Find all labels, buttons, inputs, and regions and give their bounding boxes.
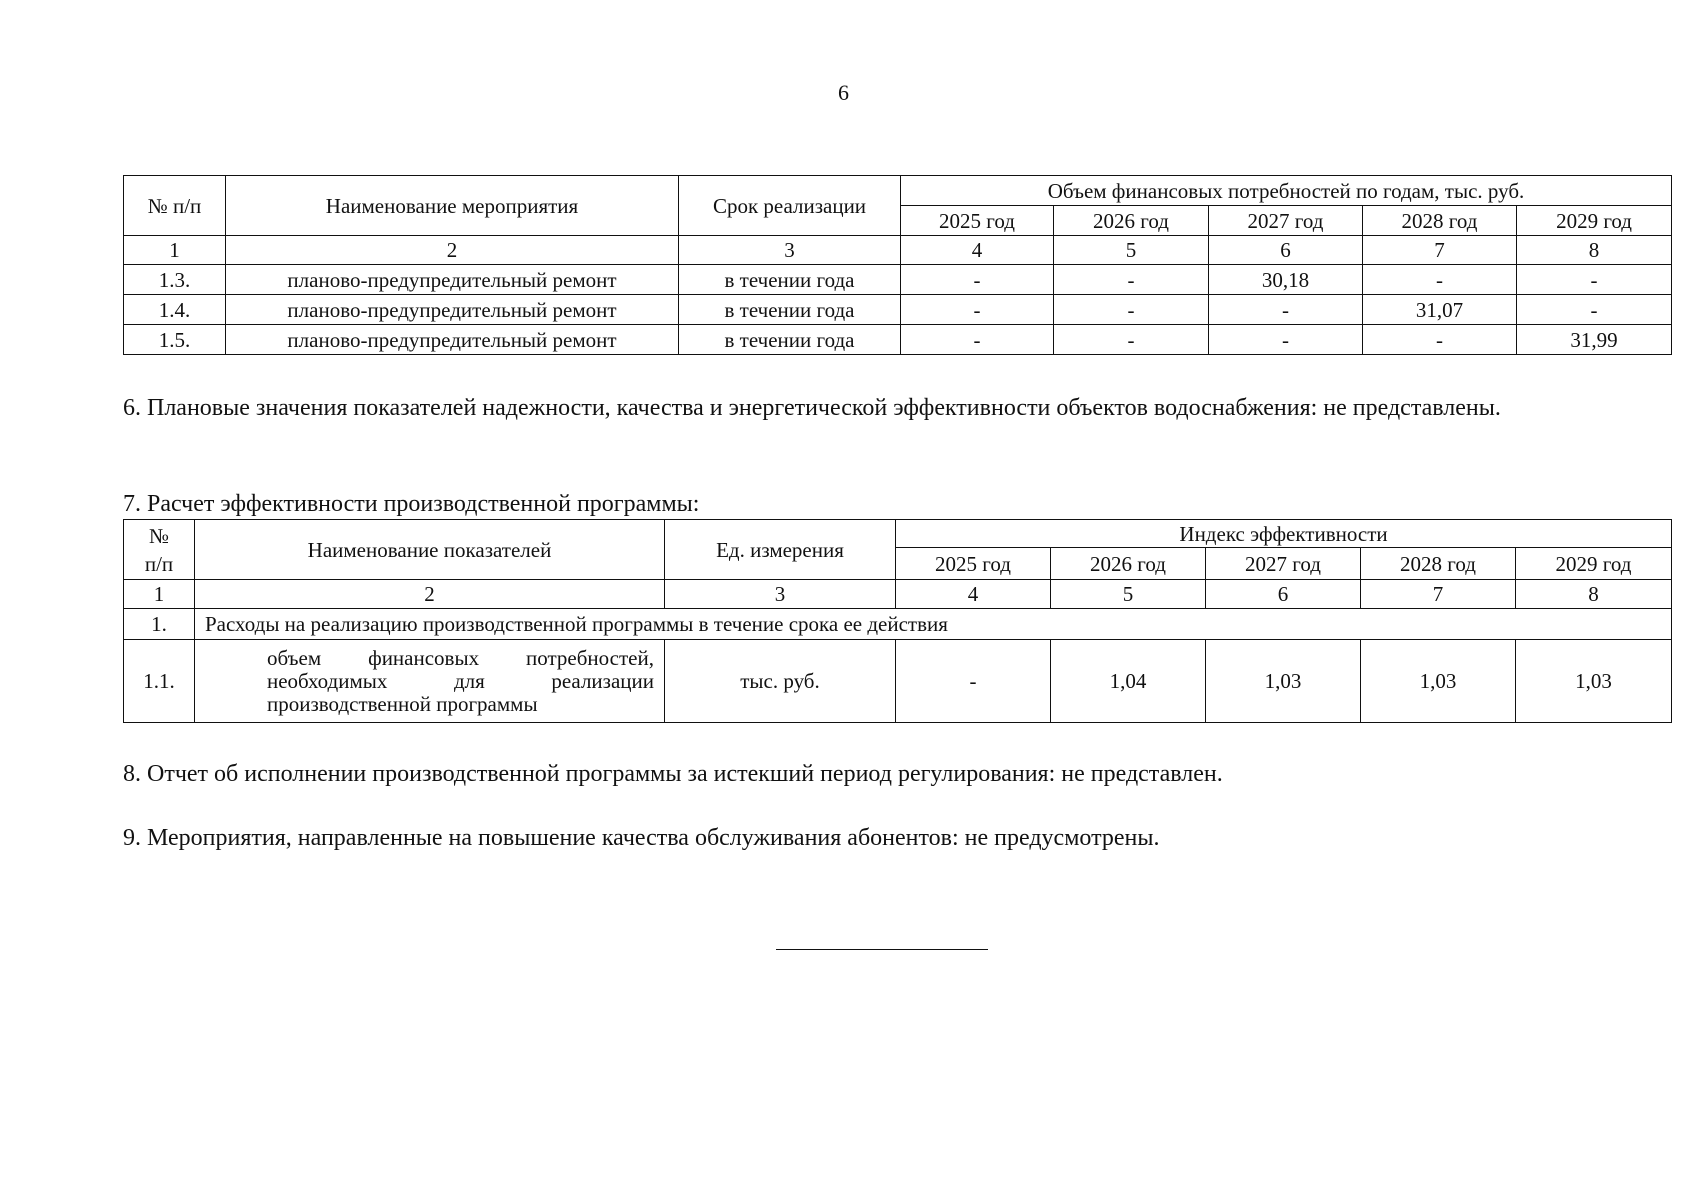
row-name: планово-предупредительный ремонт [226,295,679,325]
column-number: 4 [896,580,1051,609]
row-value: 1,03 [1361,640,1516,723]
header-year: 2029 год [1516,548,1672,580]
column-number: 7 [1363,236,1517,265]
row-name-line1: объем финансовых потребностей, [267,645,654,670]
row-value: 1,03 [1206,640,1361,723]
header-unit: Ед. измерения [665,520,896,580]
column-number: 8 [1516,580,1672,609]
column-numbers-row [124,580,1672,609]
row-name [195,640,665,723]
column-number: 2 [195,580,665,609]
row-name: планово-предупредительный ремонт [226,265,679,295]
table-header-row [124,520,1672,548]
row-value: - [901,325,1054,355]
section-9-paragraph: 9. Мероприятия, направленные на повышение качества обслуживания абонентов: не предусмотрены. [123,825,1160,851]
row-value: - [901,295,1054,325]
header-num [124,520,195,580]
page-number: 6 [838,80,849,105]
table-row [124,325,1672,355]
row-term: в течении года [679,295,901,325]
header-num: № п/п [124,176,226,236]
column-numbers-row [124,236,1672,265]
header-year: 2027 год [1209,206,1363,236]
efficiency-table [123,519,1672,723]
row-value: 31,99 [1517,325,1672,355]
column-number: 6 [1206,580,1361,609]
group-num: 1. [124,609,195,640]
header-year: 2026 год [1051,548,1206,580]
header-name: Наименование мероприятия [226,176,679,236]
header-index-group: Индекс эффективности [896,520,1672,548]
section-8-paragraph: 8. Отчет об исполнении производственной программы за истекший период регулирования: не представлен. [123,761,1223,787]
group-row [124,609,1672,640]
header-term: Срок реализации [679,176,901,236]
header-finance-group: Объем финансовых потребностей по годам, тыс. руб. [901,176,1672,206]
row-num: 1.1. [124,640,195,723]
header-year: 2028 год [1363,206,1517,236]
header-year: 2029 год [1517,206,1672,236]
column-number: 5 [1051,580,1206,609]
column-number: 8 [1517,236,1672,265]
header-year: 2027 год [1206,548,1361,580]
column-number: 1 [124,236,226,265]
row-term: в течении года [679,265,901,295]
row-name: планово-предупредительный ремонт [226,325,679,355]
header-year: 2025 год [901,206,1054,236]
row-num: 1.3. [124,265,226,295]
table-row [124,265,1672,295]
header-name: Наименование показателей [195,520,665,580]
closing-line [776,949,988,950]
group-text: Расходы на реализацию производственной программы в течение срока ее действия [195,609,1672,640]
row-unit: тыс. руб. [665,640,896,723]
row-value: - [1517,295,1672,325]
row-num: 1.4. [124,295,226,325]
header-year: 2025 год [896,548,1051,580]
header-num-line1: № [148,523,170,548]
column-number: 3 [665,580,896,609]
row-value: - [1209,295,1363,325]
financial-needs-table [123,175,1672,355]
row-num: 1.5. [124,325,226,355]
row-value: 31,07 [1363,295,1517,325]
row-value: - [1363,325,1517,355]
row-term: в течении года [679,325,901,355]
row-value: - [896,640,1051,723]
column-number: 4 [901,236,1054,265]
row-value: - [901,265,1054,295]
row-value: 1,04 [1051,640,1206,723]
header-year: 2028 год [1361,548,1516,580]
row-value: - [1517,265,1672,295]
row-value: - [1054,295,1209,325]
column-number: 7 [1361,580,1516,609]
column-number: 2 [226,236,679,265]
column-number: 1 [124,580,195,609]
row-value: 30,18 [1209,265,1363,295]
table-row [124,295,1672,325]
row-value: 1,03 [1516,640,1672,723]
table-header-row [124,176,1672,206]
table-row [124,640,1672,723]
row-value: - [1209,325,1363,355]
column-number: 6 [1209,236,1363,265]
section-7-heading: 7. Расчет эффективности производственной программы: [123,491,700,517]
section-6-paragraph: 6. Плановые значения показателей надежности, качества и энергетической эффективности объектов водоснабжения: не представлены. [123,395,1501,421]
header-year: 2026 год [1054,206,1209,236]
column-number: 5 [1054,236,1209,265]
row-value: - [1054,265,1209,295]
row-name-line2: необходимых для реализации [267,668,654,693]
column-number: 3 [679,236,901,265]
header-num-line2: п/п [144,551,174,576]
row-value: - [1054,325,1209,355]
row-name-line3: производственной программы [267,691,538,716]
row-value: - [1363,265,1517,295]
